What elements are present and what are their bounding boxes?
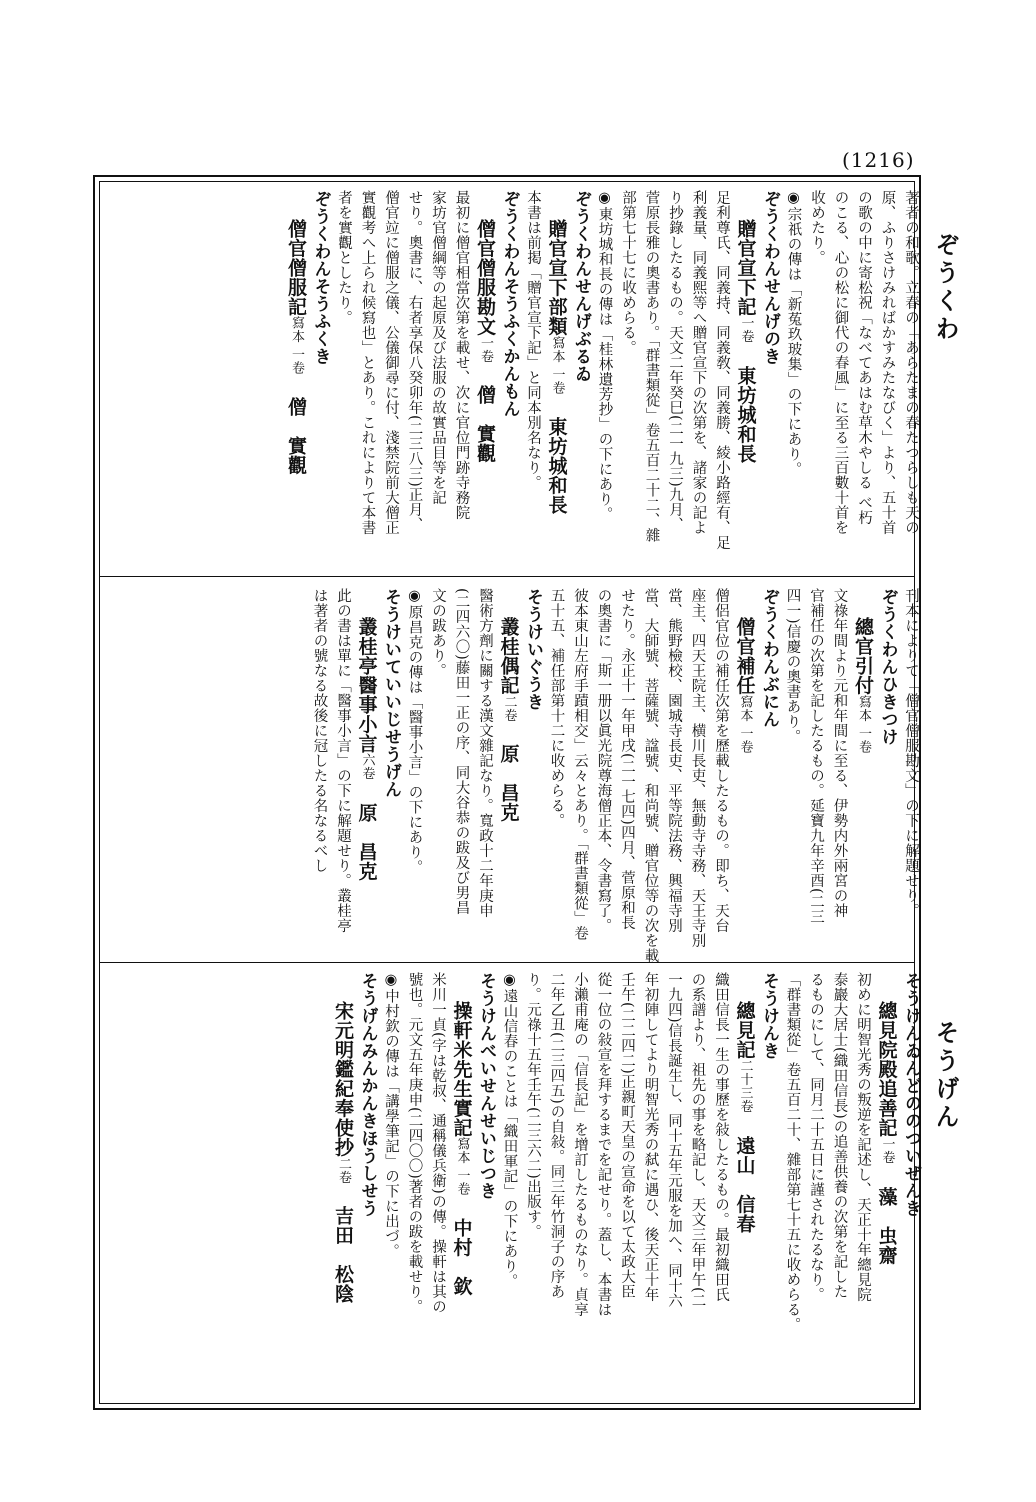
entry-reading: そうけんゐんどののついぜんき	[901, 972, 921, 1217]
text-line: (二四六〇)藤田一正の序、同大谷恭の跋及び男昌	[453, 588, 470, 916]
entry-title-line	[354, 588, 379, 956]
text-line: 四一)信慶の奧書あり。	[784, 588, 801, 745]
text-line: ◉中村欽の傳は「講學筆記」の下に出づ。	[383, 972, 399, 1259]
text-line: 僧侶官位の補任次第を歷載したるもの。即ち、天台	[713, 588, 729, 933]
entry-title-line	[544, 190, 569, 568]
entry-reading: そうけいていいじせうげん	[381, 588, 401, 798]
entry-volume: 一卷	[738, 316, 754, 343]
entry-volume: 二卷	[336, 1156, 351, 1184]
entry-reading: そうけんき	[759, 972, 779, 1060]
band-divider-2	[99, 962, 915, 963]
entry-reading: ぞうくわんせんげのき	[760, 190, 780, 365]
text-line: 織田信長一生の事歷を敍したるもの。最初織田氏	[713, 972, 729, 1302]
band-divider-1	[99, 576, 915, 577]
entry-author: 東坊城和長	[545, 416, 568, 515]
entry-title: 總見院殿追善記	[875, 1000, 898, 1137]
entry-title: 贈官宣下部類	[545, 218, 568, 336]
text-line: 彼本東山左府手蹟相交」云々とあり。「群書類從」卷	[572, 588, 588, 941]
text-line: 座主、四天王院主、横川長吏、無動寺寺務、天王寺別	[689, 588, 706, 948]
text-line: 者を實觀としたり。	[336, 190, 352, 325]
text-line: 小瀨甫庵の「信長記」を增訂したるものなり。貞享	[572, 972, 588, 1317]
entry-author: 吉田 松陰	[332, 1206, 354, 1304]
entry-volume: 寫本 一卷	[549, 335, 565, 395]
entry-author: 東坊城和長	[734, 365, 757, 464]
text-line: 泰巖大居士(織田信長)の追善供養の次第を記した	[831, 972, 848, 1300]
text-line: 家坊官僧綱等の起原及び法服の故實品目等を記	[430, 190, 446, 505]
entry-title: 叢桂偶記	[497, 616, 520, 695]
text-line: ◉遠山信春のことは「織田軍記」の下にあり。	[501, 972, 518, 1289]
text-line: 僧官竝に僧服之儀、公儀御尋に付、淺禁院前大僧正	[383, 190, 399, 535]
entry-author: 原 昌克	[355, 802, 378, 881]
section-head-bottom: そうげん	[931, 1020, 960, 1132]
text-line: 年初陣してより明智光秀の弑に遇ひ、後天正十年	[642, 972, 659, 1302]
text-line: 「群書類從」卷五百二十、雜部第七十五に收めらる。	[784, 972, 801, 1332]
page-number: (1216)	[842, 148, 915, 172]
entry-volume: 二十三卷	[737, 1059, 753, 1113]
entry-title: 贈官宣下記	[734, 218, 757, 316]
text-line: は著者の號なる故後に冠したる名なるべし	[311, 588, 328, 873]
entry-reading: ぞうくわんせんげぶるゐ	[571, 190, 591, 383]
text-line: の奧書に「斯一册以眞光院尊海僧正本、令書寫了。	[595, 588, 612, 933]
band-2	[132, 588, 922, 963]
entry-volume: 寫本 一卷	[454, 1137, 470, 1196]
text-line: 刊本によりて「僧官僧服勘文」の下に解題せり。	[903, 588, 919, 918]
entry-title-line	[496, 588, 521, 956]
text-line: せたり。永正十一年甲戌(二一七四)四月、菅原和長	[619, 588, 635, 931]
text-line: の系譜より、祖先の事を略記し、天文三年甲午(二	[689, 972, 706, 1309]
entry-title-line	[874, 972, 899, 1397]
entry-title-line	[331, 972, 356, 1397]
entry-volume: 一卷	[478, 335, 493, 363]
entry-reading: ぞうくわんひきつけ	[877, 588, 898, 746]
text-line: 利義量、同義熙等へ贈官宣下の次第を、諸家の記よ	[690, 190, 707, 535]
entry-title: 僧官僧服記	[285, 218, 307, 316]
text-line: 實觀考へ上られ候寫也」とあり。これによりて本書	[359, 190, 376, 535]
entry-volume: 二卷	[501, 694, 517, 722]
entry-author: 遠山 信春	[733, 1135, 756, 1234]
text-line: 當、熊野檢校、園城寺長吏、平等院法務、興福寺別	[666, 588, 682, 933]
entry-title: 叢桂亭醫事小言	[355, 616, 378, 753]
text-line: 著者の和歌。立春の「あらたまの春たつらしも天の	[903, 190, 919, 535]
text-line: のこる、心の松に御代の春風」に至る三百數十首を	[832, 190, 849, 535]
text-line: ◉原昌克の傳は「醫事小言」の下にあり。	[406, 588, 423, 875]
entry-title-line	[732, 972, 757, 1397]
text-line: 五十五、補任部第十二に收めらる。	[548, 588, 565, 828]
text-line: ◉東坊城和長の傳は「桂林遺芳抄」の下にあり。	[596, 190, 613, 522]
text-line: 收めたり。	[809, 190, 825, 265]
entry-volume: 寫本 一卷	[737, 694, 753, 754]
entry-volume: 一卷	[879, 1137, 895, 1164]
entry-author: 中村 欽	[450, 1218, 473, 1297]
text-line: せり。奧書に、右者享保八癸卯年(二三八三)正月、	[406, 190, 423, 533]
text-line: 號也。元文五年庚申(二四〇〇)著者の跋を載せり。	[406, 972, 423, 1315]
entry-title-line	[733, 190, 758, 568]
band-1	[132, 190, 922, 568]
text-line: 官補任の次第を記したるもの。延寶九年辛酉(二三	[808, 588, 824, 925]
band-3	[132, 972, 922, 1397]
entry-reading: ぞうくわんそうふくかんもん	[499, 190, 520, 418]
entry-volume: 寫本 一卷	[289, 316, 304, 375]
entry-author: 藻 虫齋	[875, 1186, 898, 1265]
entry-reading: そうげんみんかんきほうしせう	[357, 972, 378, 1217]
text-line: 壬午(二二四二)正親町天皇の宣命を以て太政大臣	[619, 972, 635, 1300]
text-line: 本書は前掲「贈官宣下記」と同本別名なり。	[525, 190, 541, 490]
entry-reading: そうけいぐうき	[523, 588, 543, 711]
text-line: 當、大師號、菩薩號、諡號、和尚號、贈官位等の次を載	[642, 588, 659, 963]
text-line: 從一位の敍宣を拜するまでを記せり。蓋し、本書は	[595, 972, 612, 1317]
entry-author: 原 昌克	[497, 744, 520, 823]
entry-reading: ぞうくわんぶにん	[759, 588, 779, 728]
text-line: 二年乙丑(二三四五)の自敍。同三年竹洞子の序あ	[548, 972, 565, 1300]
text-line: 文の跋あり。	[430, 588, 446, 678]
entry-author: 僧 實觀	[474, 385, 496, 464]
entry-title: 操軒米先生實記	[450, 1000, 473, 1137]
entry-title-line	[473, 190, 498, 568]
entry-title-line	[732, 588, 757, 956]
text-line: 米川一貞(字は乾叔、通稱儀兵衛)の傳。操軒は其の	[430, 972, 446, 1315]
text-line: 足利尊氏、同義持、同義敎、同義勝、綾小路經有、足	[714, 190, 730, 550]
entry-reading: そうけんべいせんせいじつき	[476, 972, 496, 1200]
entry-volume: 六卷	[359, 753, 375, 780]
text-line: 初めに明智光秀の叛逆を記述し、天正十年總見院	[855, 972, 871, 1302]
text-line: 最初に僧官相當次第を載せ、次に官位門跡寺務院	[453, 190, 470, 520]
entry-title-line	[284, 190, 309, 568]
text-line: るものにして、同月二十五日に謹されたるなり。	[808, 972, 824, 1302]
entry-title: 宋元明鑑紀奉使抄	[332, 1000, 354, 1157]
entry-title: 僧官僧服勘文	[474, 218, 496, 336]
text-line: 菅原長雅の奧書あり。「群書類從」卷五百二十二、雜	[643, 190, 660, 543]
text-line: 此の書は單に「醫事小言」の下に解題せり。叢桂亭	[335, 588, 351, 933]
entry-title-line	[851, 588, 876, 956]
entry-title: 總見記	[733, 1000, 756, 1059]
text-line: 醫術方劑に關する漢文雜記なり。寬政十二年庚申	[477, 588, 493, 918]
text-line: の歌の中に寄松祝「なべてあはむ草木やしる べ朽	[856, 190, 872, 526]
entry-volume: 寫本 一卷	[856, 694, 871, 754]
text-line: 原、ふりさけみればかすみたなびく」より、五十首	[879, 190, 896, 535]
entry-title: 總官引付	[852, 616, 874, 695]
text-line: 文祿年間より元和年間に至る、伊勢内外兩宮の神	[831, 588, 848, 918]
text-line: 部第七十七に收めらる。	[620, 190, 636, 355]
entry-author: 僧 實觀	[285, 397, 307, 476]
text-line: り。元祿十五年壬午(二三六二)出版す。	[525, 972, 541, 1240]
entry-title: 僧官補任	[733, 616, 756, 695]
section-head-top: ぞうくわ	[931, 232, 960, 344]
entry-reading: ぞうくわんそうふくき	[310, 190, 331, 365]
text-line: 一九四)信長誕生し、同十五年元服を加へ、同十六	[666, 972, 682, 1309]
text-line: ◉宗祇の傳は「新菟玖玻集」の下にあり。	[785, 190, 802, 477]
text-line: り抄錄したるもの。天文二年癸巳(二一九三)九月、	[667, 190, 683, 533]
entry-title-line	[449, 972, 474, 1397]
